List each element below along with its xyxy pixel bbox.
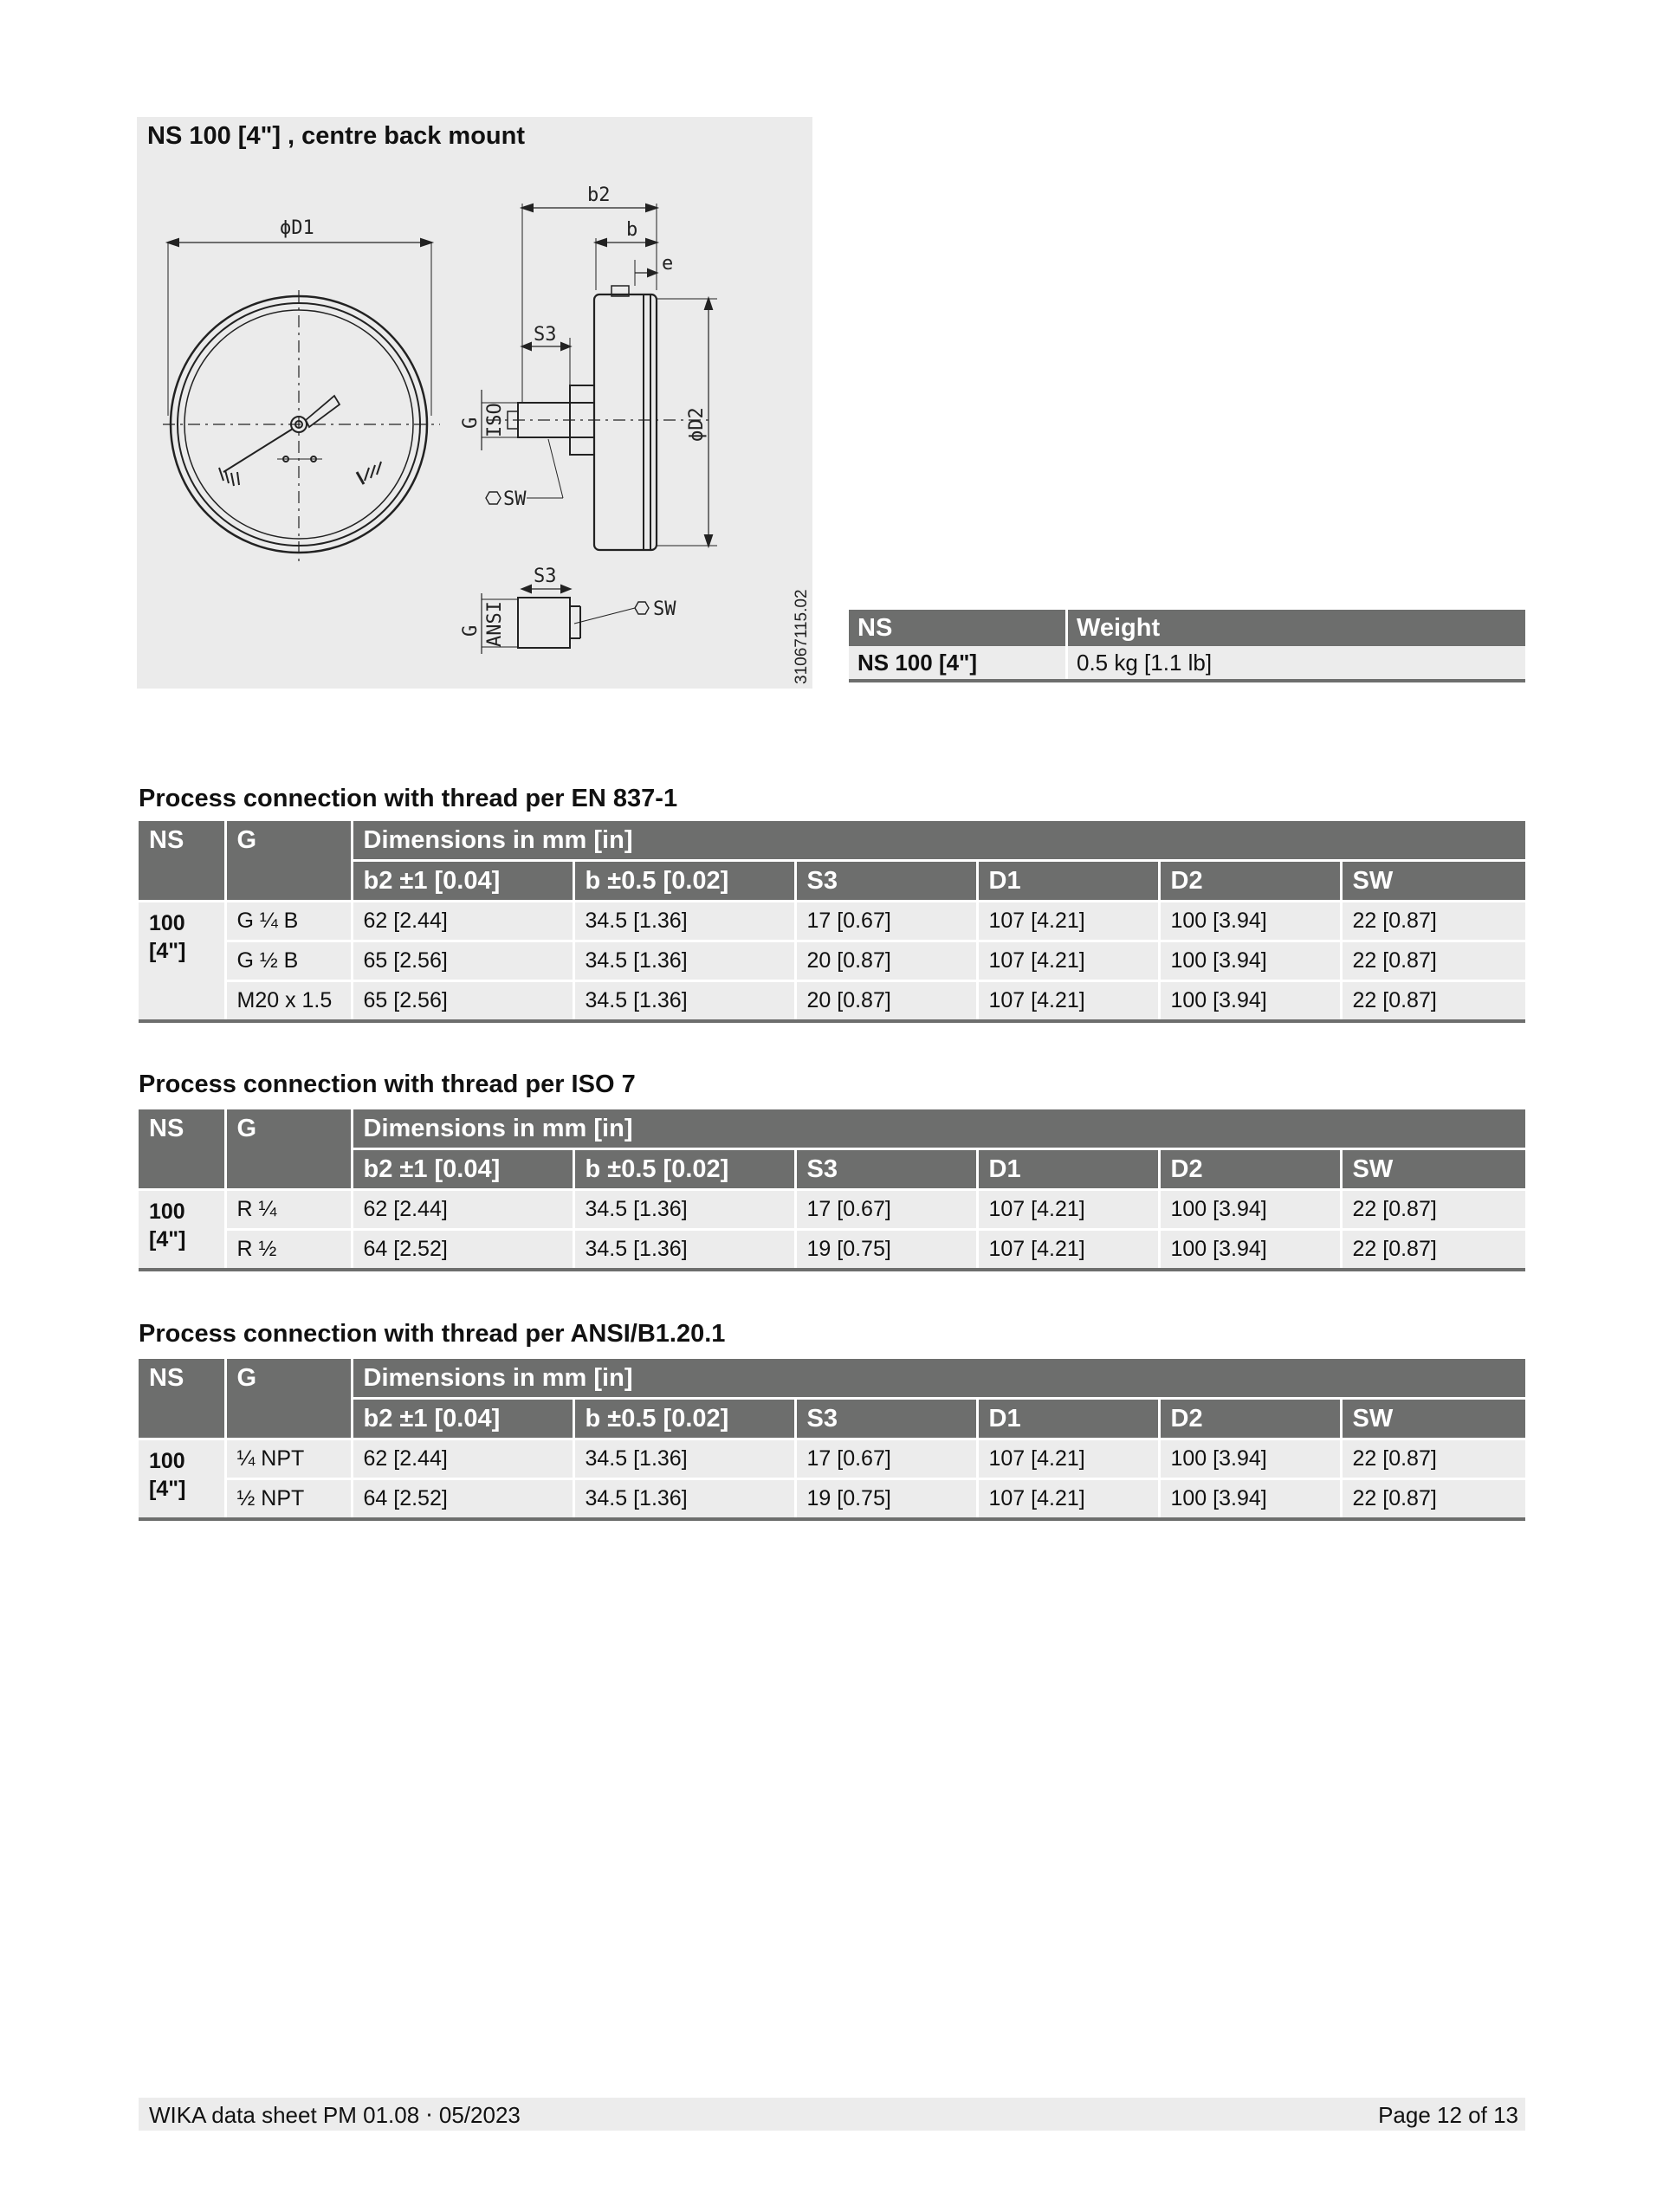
header-dimensions: Dimensions in mm [in] xyxy=(352,821,1525,861)
label-iso: ISO xyxy=(484,403,506,437)
drawing-number: 31067115.02 xyxy=(793,589,811,684)
header-b: b ±0.5 [0.02] xyxy=(573,1399,795,1439)
header-dimensions: Dimensions in mm [in] xyxy=(352,1109,1525,1149)
page-footer xyxy=(139,2098,1525,2131)
cell-b: 34.5 [1.36] xyxy=(573,1439,795,1479)
table-row xyxy=(139,902,1525,941)
label-sw-top: SW xyxy=(503,488,527,510)
cell-d1: 107 [4.21] xyxy=(977,1230,1159,1271)
cell-g: G ½ B xyxy=(225,941,352,981)
header-d2: D2 xyxy=(1159,1149,1341,1190)
cell-sw: 22 [0.87] xyxy=(1341,1190,1525,1230)
cell-b: 34.5 [1.36] xyxy=(573,902,795,941)
cell-g: G ¼ B xyxy=(225,902,352,941)
header-ns: NS xyxy=(139,1359,225,1439)
header-b2: b2 ±1 [0.04] xyxy=(352,861,573,902)
header-b2: b2 ±1 [0.04] xyxy=(352,1399,573,1439)
table-row xyxy=(139,1479,1525,1520)
cell-b: 34.5 [1.36] xyxy=(573,981,795,1022)
label-s3-bottom: S3 xyxy=(534,566,557,587)
weight-cell-ns: NS 100 [4"] xyxy=(849,646,1067,681)
table-row xyxy=(139,1439,1525,1479)
cell-b: 34.5 [1.36] xyxy=(573,1479,795,1520)
header-g: G xyxy=(225,821,352,902)
cell-ns: 100 [4"] xyxy=(139,902,225,1022)
cell-g: ½ NPT xyxy=(225,1479,352,1520)
label-b: b xyxy=(626,219,638,241)
dimension-table-ansi xyxy=(139,1359,1525,1521)
label-d2: ϕD2 xyxy=(686,407,708,442)
drawing-title: NS 100 [4"] , centre back mount xyxy=(147,122,525,150)
section-title-iso7: Process connection with thread per ISO 7 xyxy=(139,1070,636,1098)
cell-sw: 22 [0.87] xyxy=(1341,1479,1525,1520)
cell-g: M20 x 1.5 xyxy=(225,981,352,1022)
header-d2: D2 xyxy=(1159,1399,1341,1439)
cell-s3: 20 [0.87] xyxy=(795,941,977,981)
label-b2: b2 xyxy=(587,184,611,206)
header-s3: S3 xyxy=(795,861,977,902)
section-title-en837: Process connection with thread per EN 837-1 xyxy=(139,785,678,812)
header-s3: S3 xyxy=(795,1399,977,1439)
header-d1: D1 xyxy=(977,1149,1159,1190)
cell-sw: 22 [0.87] xyxy=(1341,981,1525,1022)
label-g: G xyxy=(460,417,482,429)
cell-d1: 107 [4.21] xyxy=(977,1439,1159,1479)
cell-g: R ½ xyxy=(225,1230,352,1271)
footer-document-id: WIKA data sheet PM 01.08 ⋅ 05/2023 xyxy=(149,2102,521,2128)
cell-s3: 20 [0.87] xyxy=(795,981,977,1022)
dimension-table-iso7 xyxy=(139,1109,1525,1271)
label-s3-top: S3 xyxy=(534,324,557,346)
header-b2: b2 ±1 [0.04] xyxy=(352,1149,573,1190)
table-row xyxy=(139,981,1525,1022)
header-sw: SW xyxy=(1341,1399,1525,1439)
cell-ns: 100 [4"] xyxy=(139,1190,225,1271)
table-row xyxy=(139,1190,1525,1230)
cell-s3: 17 [0.67] xyxy=(795,902,977,941)
weight-header-weight: Weight xyxy=(1067,610,1526,646)
cell-d2: 100 [3.94] xyxy=(1159,941,1341,981)
cell-b: 34.5 [1.36] xyxy=(573,941,795,981)
weight-table xyxy=(849,610,1525,682)
header-sw: SW xyxy=(1341,1149,1525,1190)
footer-page-number: Page 12 of 13 xyxy=(1378,2102,1518,2128)
cell-d1: 107 [4.21] xyxy=(977,902,1159,941)
header-dimensions: Dimensions in mm [in] xyxy=(352,1359,1525,1399)
cell-s3: 19 [0.75] xyxy=(795,1230,977,1271)
header-g: G xyxy=(225,1109,352,1190)
cell-s3: 17 [0.67] xyxy=(795,1439,977,1479)
weight-cell-value: 0.5 kg [1.1 lb] xyxy=(1067,646,1526,681)
header-ns: NS xyxy=(139,821,225,902)
cell-d1: 107 [4.21] xyxy=(977,941,1159,981)
cell-sw: 22 [0.87] xyxy=(1341,902,1525,941)
cell-sw: 22 [0.87] xyxy=(1341,941,1525,981)
dimension-table-en837 xyxy=(139,821,1525,1023)
cell-d1: 107 [4.21] xyxy=(977,1479,1159,1520)
cell-b2: 64 [2.52] xyxy=(352,1479,573,1520)
cell-s3: 17 [0.67] xyxy=(795,1190,977,1230)
header-d1: D1 xyxy=(977,1399,1159,1439)
cell-sw: 22 [0.87] xyxy=(1341,1439,1525,1479)
cell-d2: 100 [3.94] xyxy=(1159,1479,1341,1520)
header-b: b ±0.5 [0.02] xyxy=(573,861,795,902)
cell-d2: 100 [3.94] xyxy=(1159,1439,1341,1479)
header-d1: D1 xyxy=(977,861,1159,902)
cell-sw: 22 [0.87] xyxy=(1341,1230,1525,1271)
cell-b2: 65 [2.56] xyxy=(352,941,573,981)
section-title-ansi: Process connection with thread per ANSI/B1.20.1 xyxy=(139,1320,726,1348)
gauge-dimension-drawing xyxy=(137,117,812,689)
cell-d2: 100 [3.94] xyxy=(1159,1190,1341,1230)
header-s3: S3 xyxy=(795,1149,977,1190)
label-g-bottom: G xyxy=(460,624,482,637)
table-row xyxy=(139,941,1525,981)
cell-b2: 62 [2.44] xyxy=(352,1439,573,1479)
cell-b2: 65 [2.56] xyxy=(352,981,573,1022)
cell-d1: 107 [4.21] xyxy=(977,1190,1159,1230)
header-sw: SW xyxy=(1341,861,1525,902)
cell-g: ¼ NPT xyxy=(225,1439,352,1479)
header-ns: NS xyxy=(139,1109,225,1190)
cell-ns: 100 [4"] xyxy=(139,1439,225,1520)
cell-s3: 19 [0.75] xyxy=(795,1479,977,1520)
cell-d2: 100 [3.94] xyxy=(1159,902,1341,941)
cell-b: 34.5 [1.36] xyxy=(573,1230,795,1271)
label-d1: ϕD1 xyxy=(280,217,314,239)
technical-drawing-panel xyxy=(137,117,812,689)
label-sw-bottom: SW xyxy=(653,598,676,620)
cell-b2: 62 [2.44] xyxy=(352,1190,573,1230)
cell-b2: 64 [2.52] xyxy=(352,1230,573,1271)
cell-b: 34.5 [1.36] xyxy=(573,1190,795,1230)
header-d2: D2 xyxy=(1159,861,1341,902)
label-ansi: ANSI xyxy=(484,601,506,647)
header-b: b ±0.5 [0.02] xyxy=(573,1149,795,1190)
cell-d2: 100 [3.94] xyxy=(1159,981,1341,1022)
weight-header-ns: NS xyxy=(849,610,1067,646)
cell-b2: 62 [2.44] xyxy=(352,902,573,941)
label-e: e xyxy=(662,253,674,275)
table-row xyxy=(139,1230,1525,1271)
cell-d2: 100 [3.94] xyxy=(1159,1230,1341,1271)
cell-d1: 107 [4.21] xyxy=(977,981,1159,1022)
header-g: G xyxy=(225,1359,352,1439)
cell-g: R ¼ xyxy=(225,1190,352,1230)
